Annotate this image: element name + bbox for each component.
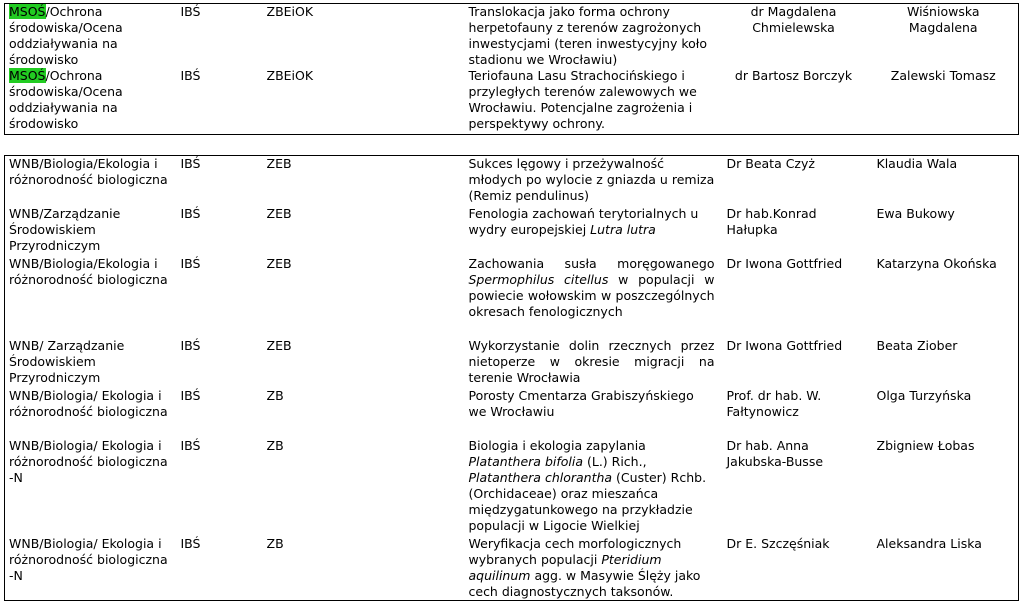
- table-row: [5, 338, 1019, 388]
- unit-cell: WNB/Biologia/ Ekologia i różnorodność biologiczna: [9, 388, 168, 419]
- unit-text: /Ochrona środowiska/Ocena oddziaływania na środowisko: [9, 4, 123, 67]
- institute-cell: IBŚ: [180, 206, 201, 221]
- supervisor-cell: dr Bartosz Borczyk: [734, 68, 853, 83]
- species-name: Platanthera bifolia: [468, 454, 584, 469]
- department-cell: ZB: [266, 438, 284, 453]
- department-cell: ZB: [266, 536, 284, 551]
- table-row: [5, 388, 1019, 438]
- institute-cell: IBŚ: [180, 388, 201, 403]
- student-cell: Katarzyna Okońska: [876, 256, 997, 271]
- unit-cell: WNB/Biologia/ Ekologia i różnorodność biologiczna -N: [9, 536, 168, 583]
- topic-cell: Porosty Cmentarza Grabiszyńskiego we Wrocławiu: [468, 388, 694, 419]
- topic-text: (L.) Rich.,: [583, 454, 647, 469]
- supervisor-cell: Dr hab. Anna Jakubska-Busse: [726, 438, 824, 469]
- topic-cell: Translokacja jako forma ochrony herpetofauny z terenów zagrożonych inwestycjami (teren inwestycyjny koło stadionu we Wrocławiu): [468, 4, 707, 67]
- topic-text: Biologia i ekologia zapylania: [468, 438, 646, 453]
- institute-cell: IBŚ: [180, 338, 201, 353]
- table-row: [5, 256, 1019, 338]
- topic-cell: Sukces lęgowy i przeżywalność młodych po wylocie z gniazda u remiza (Remiz pendulinus): [468, 156, 715, 203]
- topic-text: agg. w Masywie Ślęży jako cech diagnostycznych taksonów.: [468, 568, 701, 599]
- student-cell: Beata Ziober: [876, 338, 958, 353]
- student-cell: Ewa Bukowy: [876, 206, 955, 221]
- topic-cell: [465, 256, 719, 338]
- topic-cell: Wykorzystanie dolin rzecznych przez nietoperze w okresie migracji na terenie Wrocławia: [468, 338, 715, 385]
- species-name: Spermophilus citellus: [468, 272, 609, 287]
- table-row: [5, 156, 1019, 207]
- institute-cell: IBŚ: [180, 536, 201, 551]
- student-cell: Wiśniowska Magdalena: [906, 4, 980, 35]
- department-cell: ZEB: [266, 156, 292, 171]
- supervisor-cell: Dr Iwona Gottfried: [726, 338, 843, 353]
- species-name: Platanthera chlorantha: [468, 470, 613, 485]
- department-cell: ZEB: [266, 338, 292, 353]
- department-cell: ZBEiOK: [266, 4, 314, 19]
- table-row: [5, 438, 1019, 536]
- theses-table-top: [4, 3, 1019, 135]
- supervisor-cell: Dr E. Szczęśniak: [726, 536, 830, 551]
- supervisor-cell: Dr Beata Czyż: [726, 156, 815, 171]
- student-cell: Aleksandra Liska: [876, 536, 982, 551]
- department-cell: ZEB: [266, 206, 292, 221]
- institute-cell: IBŚ: [180, 4, 201, 19]
- institute-cell: IBŚ: [180, 156, 201, 171]
- institute-cell: IBŚ: [180, 256, 201, 271]
- unit-cell: WNB/Zarządzanie Środowiskiem Przyrodniczym: [9, 206, 121, 253]
- unit-cell: [5, 68, 177, 135]
- topic-text: Fenologia zachowań terytorialnych u wydry europejskiej: [468, 206, 699, 237]
- student-cell: Zalewski Tomasz: [890, 68, 996, 83]
- unit-cell: WNB/Biologia/Ekologia i różnorodność biologiczna: [9, 256, 168, 287]
- supervisor-cell: dr Magdalena Chmielewska: [750, 4, 837, 35]
- unit-highlight: MSOŚ: [9, 68, 46, 83]
- student-cell: Olga Turzyńska: [876, 388, 972, 403]
- topic-text: Weryfikacja cech morfologicznych wybranych populacji: [468, 536, 682, 567]
- theses-table-bottom: [4, 155, 1019, 601]
- student-cell: Zbigniew Łobas: [876, 438, 975, 453]
- table-row: [5, 68, 1019, 135]
- institute-cell: IBŚ: [180, 438, 201, 453]
- topic-cell: Teriofauna Lasu Strachocińskiego i przyległych terenów zalewowych we Wrocławiu. Potencjalne zagrożenia i perspektywy ochrony.: [468, 68, 697, 131]
- table-row: [5, 536, 1019, 601]
- table-row: [5, 4, 1019, 69]
- species-name: Pteridium aquilinum: [468, 552, 662, 583]
- unit-cell: WNB/Biologia/ Ekologia i różnorodność biologiczna -N: [9, 438, 168, 485]
- supervisor-cell: Dr Iwona Gottfried: [726, 256, 843, 271]
- department-cell: ZBEiOK: [266, 68, 314, 83]
- supervisor-cell: Dr hab.Konrad Hałupka: [726, 206, 817, 237]
- topic-cell: [465, 438, 719, 536]
- topic-text: (Custer) Rchb. (Orchidaceae) oraz mieszańca międzygatunkowego na przykładzie populacji w Ligocie Wielkiej: [468, 470, 707, 533]
- unit-text: /Ochrona środowiska/Ocena oddziaływania na środowisko: [9, 68, 123, 131]
- topic-text: w populacji w powiecie wołowskim w poszczególnych okresach fenologicznych: [468, 272, 715, 319]
- species-name: Lutra lutra: [590, 222, 656, 237]
- unit-cell: WNB/Biologia/Ekologia i różnorodność biologiczna: [9, 156, 168, 187]
- unit-cell: WNB/ Zarządzanie Środowiskiem Przyrodniczym: [9, 338, 125, 385]
- topic-cell: [465, 206, 719, 256]
- unit-highlight: MSOŚ: [9, 4, 46, 19]
- unit-cell: [5, 4, 177, 69]
- institute-cell: IBŚ: [180, 68, 201, 83]
- topic-text: Zachowania susła moręgowanego: [468, 256, 715, 271]
- table-row: [5, 206, 1019, 256]
- student-cell: Klaudia Wala: [876, 156, 958, 171]
- department-cell: ZEB: [266, 256, 292, 271]
- topic-cell: [465, 536, 719, 601]
- department-cell: ZB: [266, 388, 284, 403]
- supervisor-cell: Prof. dr hab. W. Fałtynowicz: [726, 388, 822, 419]
